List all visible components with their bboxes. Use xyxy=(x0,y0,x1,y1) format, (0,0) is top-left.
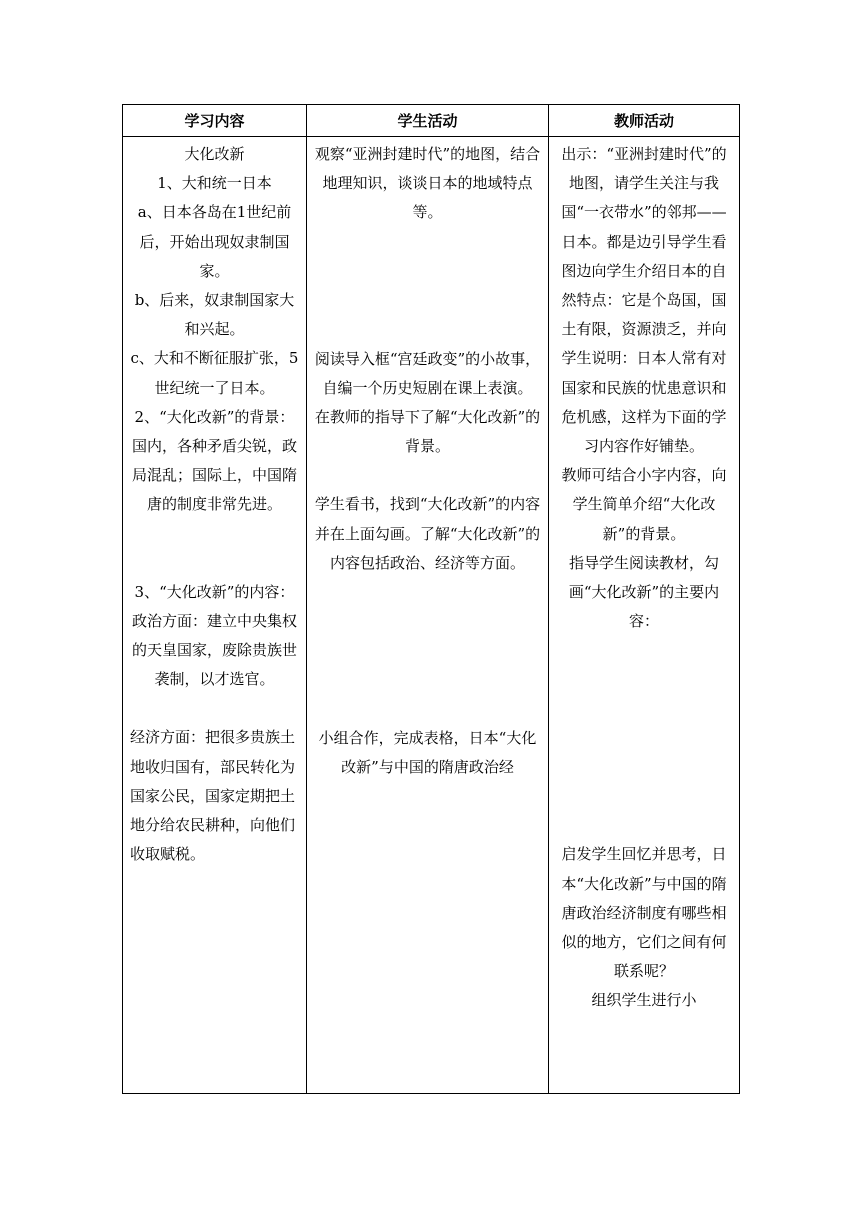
teacher-activity-item: 教师可结合小字内容，向学生简单介绍“大化改新”的背景。 xyxy=(561,466,727,543)
student-activity-item: 阅读导入框“宫廷政变”的小故事，自编一个历史短剧在课上表演。 xyxy=(314,349,541,397)
teacher-activity-item: 出示：“亚洲封建时代”的地图，请学生关注与我国“一衣带水”的邻邦——日本。都是边引导学生看图边向学生介绍日本的自然特点：它是个岛国，国土有限，资源溃乏，并向学生说明：日本人常有对国家和民族的忧患意识和危机感，这样为下面的学习内容作好铺垫。 xyxy=(561,145,727,456)
student-activity-item: 观察“亚洲封建时代”的地图，结合地理知识，谈谈日本的地域特点等。 xyxy=(314,145,541,222)
content-title: 大化改新 xyxy=(184,145,245,163)
header-teacher-activity: 教师活动 xyxy=(549,105,740,137)
content-item: 经济方面：把很多贵族土地收归国有，部民转化为国家公民，国家定期把土地分给农民耕种，向他们收取赋税。 xyxy=(130,728,296,864)
content-item: 国内，各种矛盾尖锐，政局混乱；国际上，中国隋唐的制度非常先进。 xyxy=(131,437,297,514)
content-item: 1、大和统一日本 xyxy=(157,174,272,193)
student-activity-item: 在教师的指导下了解“大化改新”的背景。 xyxy=(314,408,541,456)
student-activity-item: 学生看书，找到“大化改新”的内容并在上面勾画。了解“大化改新”的内容包括政治、经济等方面。 xyxy=(314,495,541,572)
content-item: 2、“大化改新”的背景： xyxy=(134,407,295,426)
teacher-activity-cell xyxy=(549,137,740,1094)
lesson-plan-table xyxy=(122,104,740,1094)
teacher-activity-item: 指导学生阅读教材，勾画“大化改新”的主要内容： xyxy=(568,553,720,631)
header-learning-content: 学习内容 xyxy=(123,105,307,137)
table-header-row xyxy=(123,105,740,137)
content-item: 3、“大化改新”的内容： xyxy=(134,582,295,601)
student-activity-cell xyxy=(307,137,549,1094)
teacher-activity-item: 启发学生回忆并思考，日本“大化改新”与中国的隋唐政治经济制度有哪些相似的地方，它们之间有何联系呢？ xyxy=(561,845,727,981)
table-row xyxy=(123,137,740,1094)
student-activity-item: 小组合作，完成表格，日本“大化改新”与中国的隋唐政治经 xyxy=(318,729,537,777)
content-item: b、后来，奴隶制国家大和兴起。 xyxy=(134,291,295,339)
content-item: c、大和不断征服扩张，5世纪统一了日本。 xyxy=(130,349,299,397)
header-student-activity: 学生活动 xyxy=(307,105,549,137)
content-item: a、日本各岛在1世纪前后，开始出现奴隶制国家。 xyxy=(137,203,292,280)
content-cell xyxy=(123,137,307,1094)
teacher-activity-item: 组织学生进行小 xyxy=(591,991,697,1010)
content-item: 政治方面：建立中央集权的天皇国家，废除贵族世袭制，以才选官。 xyxy=(131,611,297,689)
